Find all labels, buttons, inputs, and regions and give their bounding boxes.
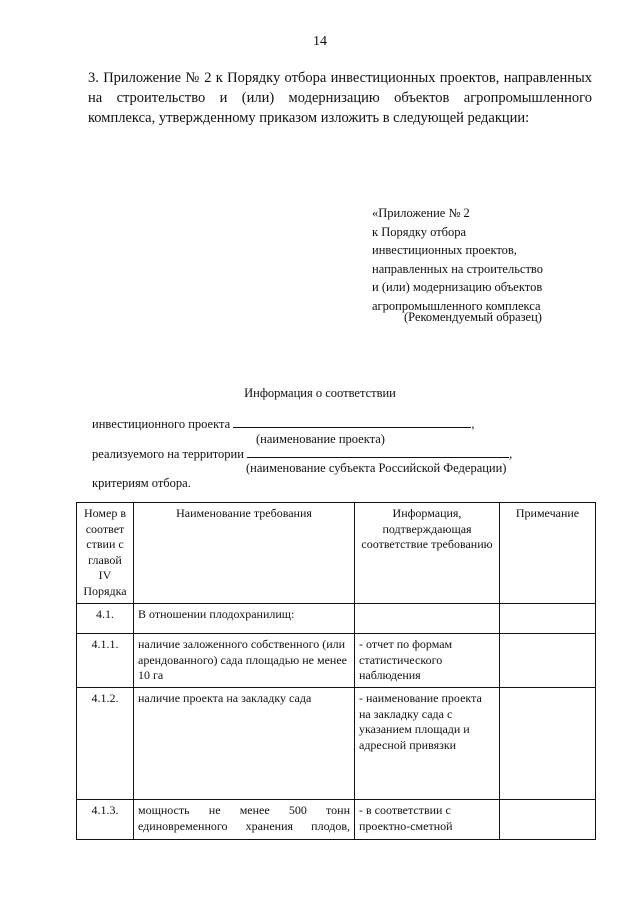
- table-row: [77, 800, 596, 840]
- appendix-header-line: «Приложение № 2: [372, 206, 470, 220]
- header-note: Примечание: [500, 503, 596, 604]
- page-number: 14: [313, 34, 327, 49]
- appendix-header: [372, 204, 602, 316]
- row-info: - в соответствии с проектно-сметной: [355, 800, 500, 840]
- appendix-header-line: инвестиционных проектов,: [372, 243, 517, 258]
- project-label: инвестиционного проекта: [92, 417, 231, 431]
- appendix-header-line: к Порядку отбора: [372, 224, 467, 239]
- row-note: [500, 688, 596, 800]
- criteria-text: критериям отбора.: [92, 476, 191, 490]
- territory-blank: [247, 446, 509, 458]
- header-number: Номер в соответ ствии с главой IV Порядка: [77, 503, 134, 604]
- table-header-row: [77, 503, 596, 604]
- row-number: 4.1.: [77, 604, 134, 634]
- row-requirement: наличие проекта на закладку сада: [134, 688, 355, 800]
- territory-line: [92, 446, 512, 462]
- info-title: Информация о соответствии: [244, 386, 396, 400]
- appendix-header-line: и (или) модернизацию объектов: [372, 280, 543, 295]
- project-line: [92, 416, 474, 432]
- territory-caption: (наименование субъекта Российской Федерации): [246, 461, 507, 475]
- amendment-paragraph: 3. Приложение № 2 к Порядку отбора инвестиционных проектов, направленных на строительство и (или) модернизацию объектов агропромышленного комплекса, утвержденному приказом изложить в следующей редакции:: [88, 70, 592, 126]
- row-info: - отчет по формам статистического наблюдения: [355, 634, 500, 688]
- project-blank: [233, 416, 471, 428]
- row-number: 4.1.1.: [77, 634, 134, 688]
- row-info: - наименование проекта на закладку сада с указанием площади и адресной привязки: [355, 688, 500, 800]
- row-note: [500, 800, 596, 840]
- requirements-table: [76, 502, 596, 840]
- row-note: [500, 634, 596, 688]
- row-requirement: В отношении плодохранилищ:: [134, 604, 355, 634]
- territory-end: ,: [509, 447, 513, 461]
- header-requirement: Наименование требования: [134, 503, 355, 604]
- row-number: 4.1.3.: [77, 800, 134, 840]
- table-row: [77, 604, 596, 634]
- row-info: [355, 604, 500, 634]
- appendix-header-line: направленных на строительство: [372, 261, 543, 276]
- row-note: [500, 604, 596, 634]
- row-requirement: мощность не менее 500 тонн единовременного хранения плодов,: [134, 800, 355, 840]
- project-end: ,: [471, 417, 475, 431]
- table-row: [77, 634, 596, 688]
- table-row: [77, 688, 596, 800]
- row-requirement: наличие заложенного собственного (или арендованного) сада площадью не менее 10 га: [134, 634, 355, 688]
- row-number: 4.1.2.: [77, 688, 134, 800]
- header-info: Информация, подтверждающая соответствие требованию: [355, 503, 500, 604]
- territory-label: реализуемого на территории: [92, 447, 244, 461]
- sample-label: (Рекомендуемый образец): [404, 310, 542, 324]
- appendix-header-line: агропромышленного комплекса: [372, 298, 541, 313]
- project-caption: (наименование проекта): [256, 432, 385, 446]
